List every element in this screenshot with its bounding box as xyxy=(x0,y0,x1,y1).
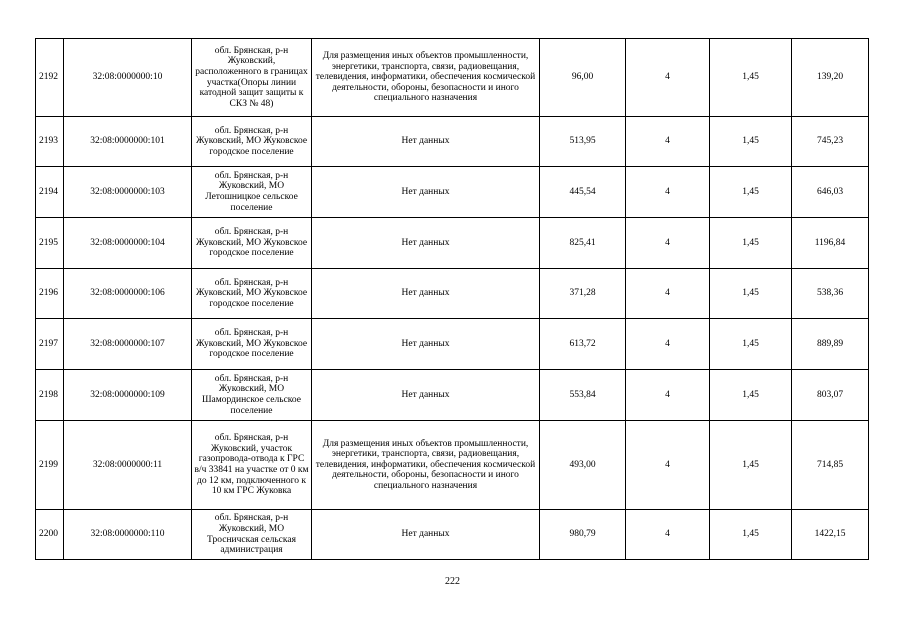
area: 493,00 xyxy=(540,421,626,510)
group: 4 xyxy=(626,167,710,218)
address: обл. Брянская, р-н Жуковский, МО Летошницкое сельское поселение xyxy=(192,167,312,218)
row-number: 2198 xyxy=(36,370,64,421)
area: 553,84 xyxy=(540,370,626,421)
row-number: 2200 xyxy=(36,510,64,560)
cadastral-value: 1422,15 xyxy=(792,510,869,560)
table-row xyxy=(36,510,869,560)
permitted-use: Нет данных xyxy=(312,370,540,421)
group: 4 xyxy=(626,421,710,510)
row-number: 2194 xyxy=(36,167,64,218)
table-row xyxy=(36,269,869,319)
coefficient: 1,45 xyxy=(710,269,792,319)
cadastral-number: 32:08:0000000:104 xyxy=(64,218,192,269)
cadastral-value: 1196,84 xyxy=(792,218,869,269)
group: 4 xyxy=(626,39,710,117)
row-number: 2199 xyxy=(36,421,64,510)
address: обл. Брянская, р-н Жуковский, МО Тросничская сельская администрация xyxy=(192,510,312,560)
area: 96,00 xyxy=(540,39,626,117)
row-number: 2197 xyxy=(36,319,64,370)
cadastral-number: 32:08:0000000:101 xyxy=(64,117,192,167)
cadastral-value: 745,23 xyxy=(792,117,869,167)
table-row xyxy=(36,319,869,370)
cadastral-number: 32:08:0000000:106 xyxy=(64,269,192,319)
permitted-use: Для размещения иных объектов промышленности, энергетики, транспорта, связи, радиовещания, телевидения, информатики, обеспечения космической деятельности, обороны, безопасности и иного специального назначения xyxy=(312,39,540,117)
cadastral-number: 32:08:0000000:103 xyxy=(64,167,192,218)
permitted-use: Нет данных xyxy=(312,167,540,218)
area: 980,79 xyxy=(540,510,626,560)
area: 825,41 xyxy=(540,218,626,269)
area: 613,72 xyxy=(540,319,626,370)
address: обл. Брянская, р-н Жуковский, расположенного в границах участка(Опоры линии катодной защит защиты к СКЗ № 48) xyxy=(192,39,312,117)
cadastral-number: 32:08:0000000:110 xyxy=(64,510,192,560)
coefficient: 1,45 xyxy=(710,510,792,560)
table-row xyxy=(36,117,869,167)
row-number: 2196 xyxy=(36,269,64,319)
coefficient: 1,45 xyxy=(710,39,792,117)
permitted-use: Нет данных xyxy=(312,269,540,319)
cadastral-value: 803,07 xyxy=(792,370,869,421)
row-number: 2193 xyxy=(36,117,64,167)
page-number: 222 xyxy=(445,576,460,587)
group: 4 xyxy=(626,370,710,421)
permitted-use: Нет данных xyxy=(312,117,540,167)
coefficient: 1,45 xyxy=(710,370,792,421)
group: 4 xyxy=(626,218,710,269)
address: обл. Брянская, р-н Жуковский, МО Шамординское сельское поселение xyxy=(192,370,312,421)
group: 4 xyxy=(626,269,710,319)
address: обл. Брянская, р-н Жуковский, МО Жуковское городское поселение xyxy=(192,117,312,167)
area: 371,28 xyxy=(540,269,626,319)
row-number: 2192 xyxy=(36,39,64,117)
coefficient: 1,45 xyxy=(710,421,792,510)
area: 445,54 xyxy=(540,167,626,218)
table-row xyxy=(36,218,869,269)
cadastral-number: 32:08:0000000:11 xyxy=(64,421,192,510)
table-row xyxy=(36,421,869,510)
coefficient: 1,45 xyxy=(710,167,792,218)
cadastral-value: 139,20 xyxy=(792,39,869,117)
cadastral-number: 32:08:0000000:107 xyxy=(64,319,192,370)
group: 4 xyxy=(626,117,710,167)
address: обл. Брянская, р-н Жуковский, МО Жуковское городское поселение xyxy=(192,319,312,370)
cadastral-value: 714,85 xyxy=(792,421,869,510)
coefficient: 1,45 xyxy=(710,218,792,269)
row-number: 2195 xyxy=(36,218,64,269)
address: обл. Брянская, р-н Жуковский, МО Жуковское городское поселение xyxy=(192,269,312,319)
cadastral-value: 538,36 xyxy=(792,269,869,319)
table-row xyxy=(36,39,869,117)
group: 4 xyxy=(626,510,710,560)
permitted-use: Нет данных xyxy=(312,319,540,370)
permitted-use: Нет данных xyxy=(312,218,540,269)
cadastral-value: 889,89 xyxy=(792,319,869,370)
table-row xyxy=(36,167,869,218)
address: обл. Брянская, р-н Жуковский, МО Жуковское городское поселение xyxy=(192,218,312,269)
address: обл. Брянская, р-н Жуковский, участок газопровода-отвода к ГРС в/ч 33841 на участке от 0 км до 12 км, подключенного к 10 км ГРС Жуковка xyxy=(192,421,312,510)
permitted-use: Нет данных xyxy=(312,510,540,560)
area: 513,95 xyxy=(540,117,626,167)
cadastral-table xyxy=(35,38,869,560)
group: 4 xyxy=(626,319,710,370)
cadastral-number: 32:08:0000000:109 xyxy=(64,370,192,421)
cadastral-number: 32:08:0000000:10 xyxy=(64,39,192,117)
table-row xyxy=(36,370,869,421)
coefficient: 1,45 xyxy=(710,117,792,167)
permitted-use: Для размещения иных объектов промышленности, энергетики, транспорта, связи, радиовещания, телевидения, информатики, обеспечения космической деятельности, обороны, безопасности и иного специального назначения xyxy=(312,421,540,510)
coefficient: 1,45 xyxy=(710,319,792,370)
cadastral-value: 646,03 xyxy=(792,167,869,218)
